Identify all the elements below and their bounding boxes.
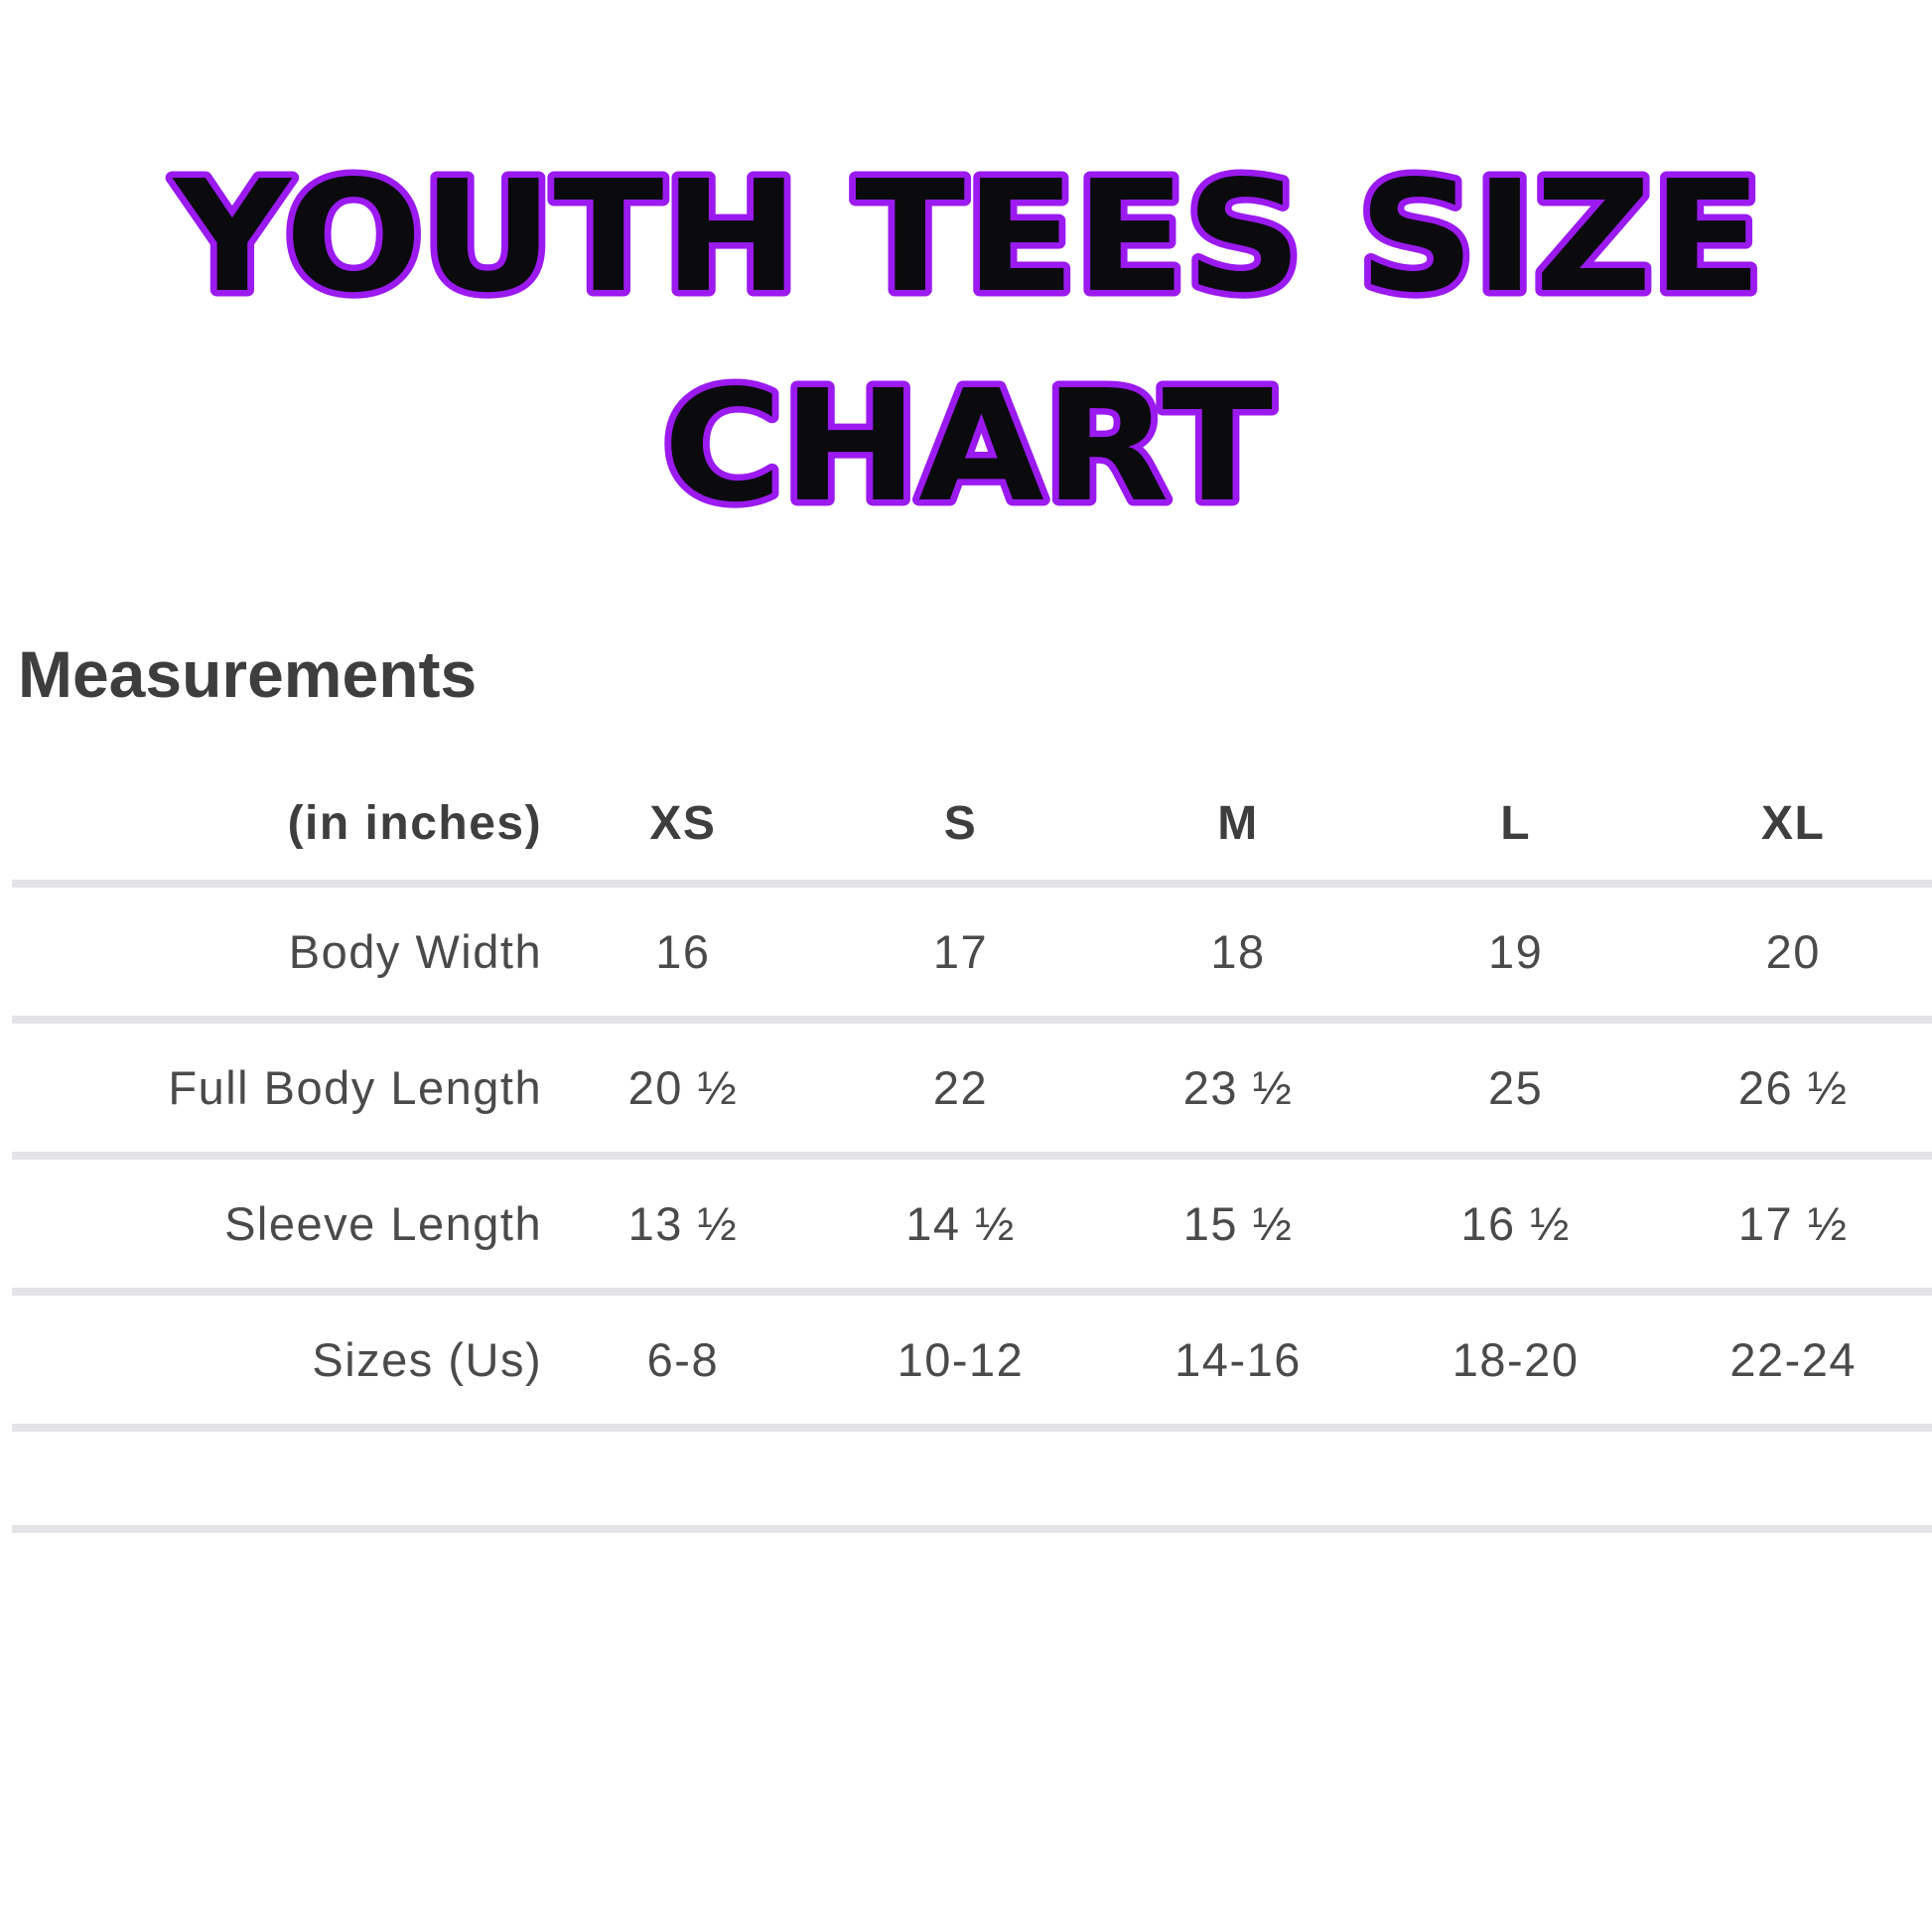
cell-value: 14 ½	[822, 1156, 1100, 1292]
table-row-full-body-length	[12, 1020, 1932, 1156]
size-table	[12, 766, 1932, 1533]
size-table-container	[0, 766, 1932, 1533]
row-label: Sleeve Length	[12, 1156, 544, 1292]
cell-value: 6-8	[544, 1292, 822, 1428]
unit-label: (in inches)	[12, 766, 544, 884]
cell-value: 25	[1377, 1020, 1655, 1156]
cell-value: 10-12	[822, 1292, 1100, 1428]
cell-value: 20 ½	[544, 1020, 822, 1156]
row-label: Full Body Length	[12, 1020, 544, 1156]
column-header-l: L	[1377, 766, 1655, 884]
cell-value: 22-24	[1654, 1292, 1932, 1428]
cell-value: 18-20	[1377, 1292, 1655, 1428]
column-header-xs: XS	[544, 766, 822, 884]
column-header-xl: XL	[1654, 766, 1932, 884]
table-row-sizes-us	[12, 1292, 1932, 1428]
table-header-row	[12, 766, 1932, 884]
cell-value: 20	[1654, 884, 1932, 1020]
column-header-s: S	[822, 766, 1100, 884]
page-title-line1: YOUTH TEES SIZE	[171, 147, 1762, 327]
section-heading: Measurements	[18, 637, 478, 711]
row-label: Body Width	[12, 884, 544, 1020]
cell-value: 22	[822, 1020, 1100, 1156]
column-header-m: M	[1099, 766, 1377, 884]
table-row-body-width	[12, 884, 1932, 1020]
cell-value: 17	[822, 884, 1100, 1020]
page-title	[0, 0, 1932, 596]
cell-value: 15 ½	[1099, 1156, 1377, 1292]
cell-value: 14-16	[1099, 1292, 1377, 1428]
cell-value: 16 ½	[1377, 1156, 1655, 1292]
cell-value: 16	[544, 884, 822, 1020]
table-row-sleeve-length	[12, 1156, 1932, 1292]
page-title-line2: CHART	[663, 356, 1273, 536]
row-label: Sizes (Us)	[12, 1292, 544, 1428]
cell-value: 26 ½	[1654, 1020, 1932, 1156]
cell-value: 19	[1377, 884, 1655, 1020]
empty-cell	[12, 1428, 1932, 1529]
table-row-empty	[12, 1428, 1932, 1529]
cell-value: 23 ½	[1099, 1020, 1377, 1156]
cell-value: 17 ½	[1654, 1156, 1932, 1292]
cell-value: 18	[1099, 884, 1377, 1020]
cell-value: 13 ½	[544, 1156, 822, 1292]
